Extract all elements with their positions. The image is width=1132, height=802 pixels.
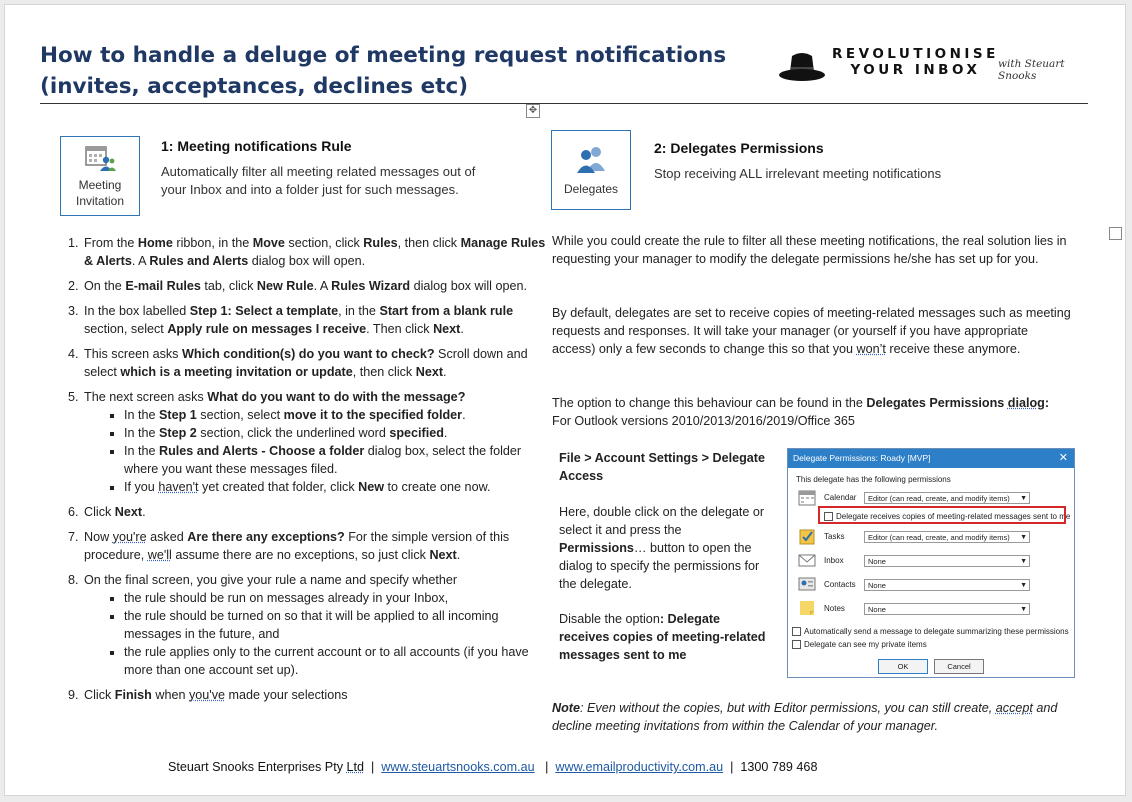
delegates-icon <box>574 145 608 173</box>
logo-subtitle: with Steuart Snooks <box>998 58 1065 82</box>
calendar-label: Calendar <box>824 493 857 502</box>
calendar-permission-select[interactable]: Editor (can read, create, and modify items) ▼ <box>864 492 1030 504</box>
notes-label: Notes <box>824 604 845 613</box>
note-paragraph: Note: Even without the copies, but with Editor permissions, you can still create, accept and decline meeting invitations from within the Calendar of your manager. <box>552 701 1058 733</box>
notes-permission-select[interactable]: None ▼ <box>864 603 1030 615</box>
chevron-down-icon: ▼ <box>1020 495 1027 502</box>
tasks-permission-select[interactable]: Editor (can read, create, and modify items) ▼ <box>864 531 1030 543</box>
list-item: 8. On the final screen, you give your rule a name and specify whether ▪ the rule should be run on messages already in your Inbox, ▪ the rule should be turned on so that it will be applied to all incoming messages in the future, and ▪ the rule applies only to the current account or to all accounts (if you have more than one account set up). <box>82 571 552 679</box>
dialog-title: Delegate Permissions: Roady [MVP] <box>793 453 931 463</box>
inbox-icon <box>798 551 816 569</box>
section1-description: Automatically filter all meeting related messages out of your Inbox and into a folder just for such messages. <box>161 164 476 197</box>
list-item: 1. From the Home ribbon, in the Move section, click Rules, then click Manage Rules & Alerts. A Rules and Alerts dialog box will open. <box>82 234 552 270</box>
sub-list <box>84 589 552 679</box>
chevron-down-icon: ▼ <box>1020 558 1027 565</box>
sub-list <box>84 406 552 496</box>
cancel-button[interactable]: Cancel <box>934 659 984 674</box>
settings-path: File > Account Settings > Delegate Access <box>559 451 765 483</box>
contacts-label: Contacts <box>824 580 856 589</box>
footer-link-emailproductivity[interactable]: www.emailproductivity.com.au <box>555 760 724 774</box>
list-item: ▪ In the Step 1 section, select move it to the specified folder. <box>124 406 552 424</box>
delegates-label: Delegates <box>563 182 619 196</box>
private-checkbox[interactable] <box>792 640 801 649</box>
sidebar-disable-option: Disable the option: Delegate receives copies of meeting-related messages sent to me <box>559 612 766 662</box>
contacts-icon <box>798 575 816 593</box>
page-footer: Steuart Snooks Enterprises Pty Ltd | www.steuartsnooks.com.au | www.emailproductivity.com.au | 1300 789 468 <box>168 760 818 774</box>
title-line-2: (invites, acceptances, declines etc) <box>40 74 469 99</box>
list-item: 5. The next screen asks What do you want to do with the message? ▪ In the Step 1 section, select move it to the specified folder. ▪ In the Step 2 section, click the underlined word specified. ▪ In the Rules and Alerts - Choose a folder dialog box, select the folder where you want these messages filed. ▪ If you haven't yet created that folder, click New to create one now. <box>82 388 552 496</box>
calendar-icon <box>798 489 816 507</box>
tasks-icon <box>798 527 816 545</box>
meeting-label-2: Invitation <box>75 194 125 208</box>
hat-icon <box>778 48 826 86</box>
meeting-invitation-icon <box>84 145 116 173</box>
close-icon[interactable]: ✕ <box>1058 452 1068 464</box>
list-item: 9. Click Finish when you've made your selections <box>82 686 552 704</box>
inbox-permission-select[interactable]: None ▼ <box>864 555 1030 567</box>
inbox-label: Inbox <box>824 556 844 565</box>
list-item: ▪ the rule should be turned on so that it will be applied to all incoming messages in the future, and <box>124 607 552 643</box>
logo-line-2: YOUR INBOX <box>850 62 981 78</box>
list-item: ▪ If you haven't yet created that folder, click New to create one now. <box>124 478 552 496</box>
summary-checkbox[interactable] <box>792 627 801 636</box>
private-checkbox-row[interactable]: Delegate can see my private items <box>792 638 927 652</box>
page-title <box>40 40 740 102</box>
rule-steps-list <box>56 234 552 711</box>
delegate-permissions-dialog <box>787 448 1075 678</box>
footer-link-steuartsnooks[interactable]: www.steuartsnooks.com.au <box>381 760 535 774</box>
summary-checkbox-row[interactable]: Automatically send a message to delegate summarizing these permissions <box>792 625 1069 639</box>
highlight-box <box>818 506 1066 524</box>
logo-text <box>832 46 999 78</box>
paragraph-2: By default, delegates are set to receive copies of meeting-related messages such as meeting requests and responses. It will take your manager (or yourself if you have appropriate access) only a few seconds to change this so that you won’t receive these anymore. <box>552 306 1071 356</box>
copies-checkbox-row[interactable]: Delegate receives copies of meeting-related messages sent to me <box>824 510 1070 524</box>
move-handle-icon[interactable]: ✥ <box>526 104 540 118</box>
delegates-tile <box>551 130 631 210</box>
footer-phone: 1300 789 468 <box>740 760 818 774</box>
tasks-label: Tasks <box>824 532 845 541</box>
list-item: 4. This screen asks Which condition(s) do you want to check? Scroll down and select which is a meeting invitation or update, then click Next. <box>82 345 552 381</box>
meeting-label-1: Meeting <box>78 178 122 192</box>
paragraph-3: The option to change this behaviour can be found in the Delegates Permissions dialog: For Outlook versions 2010/2013/2016/2019/Office 365 <box>552 396 1050 428</box>
brand-logo <box>776 44 1086 90</box>
dialog-intro: This delegate has the following permissions <box>796 475 951 484</box>
list-item: 7. Now you're asked Are there any exceptions? For the simple version of this procedure, we'll assume there are no exceptions, so just click Next. <box>82 528 552 564</box>
section2-description: Stop receiving ALL irrelevant meeting notifications <box>654 166 942 181</box>
side-checkbox[interactable] <box>1109 227 1122 240</box>
paragraph-1: While you could create the rule to filter all these meeting notifications, the real solution lies in requesting your manager to modify the delegate permissions he/she has set up for you. <box>552 234 1067 266</box>
meeting-invitation-tile <box>60 136 140 216</box>
list-item: 6. Click Next. <box>82 503 552 521</box>
title-line-1: How to handle a deluge of meeting request notifications <box>40 43 727 68</box>
chevron-down-icon: ▼ <box>1020 606 1027 613</box>
logo-line-1: REVOLUTIONISE <box>832 46 999 62</box>
list-item: ▪ In the Rules and Alerts - Choose a folder dialog box, select the folder where you want these messages filed. <box>124 442 552 478</box>
chevron-down-icon: ▼ <box>1020 582 1027 589</box>
dialog-titlebar <box>788 449 1074 468</box>
list-item: ▪ the rule should be run on messages already in your Inbox, <box>124 589 552 607</box>
list-item: ▪ the rule applies only to the current account or to all accounts (if you have more than one account set up). <box>124 643 552 679</box>
sidebar-instructions: Here, double click on the delegate or select it and press the Permissions… button to open the dialog to specify the permissions for the delegate. <box>559 505 765 591</box>
section1-heading: 1: Meeting notifications Rule <box>161 138 352 154</box>
footer-company: Steuart Snooks Enterprises Pty <box>168 760 347 774</box>
title-divider <box>40 103 1088 104</box>
chevron-down-icon: ▼ <box>1020 534 1027 541</box>
list-item: ▪ In the Step 2 section, click the underlined word specified. <box>124 424 552 442</box>
footer-company-ltd: Ltd <box>346 760 365 774</box>
section2-heading: 2: Delegates Permissions <box>654 140 824 156</box>
ok-button[interactable]: OK <box>878 659 928 674</box>
list-item: 2. On the E-mail Rules tab, click New Rule. A Rules Wizard dialog box will open. <box>82 277 552 295</box>
notes-icon <box>798 599 816 617</box>
contacts-permission-select[interactable]: None ▼ <box>864 579 1030 591</box>
list-item: 3. In the box labelled Step 1: Select a template, in the Start from a blank rule section, select Apply rule on messages I receive. Then click Next. <box>82 302 552 338</box>
